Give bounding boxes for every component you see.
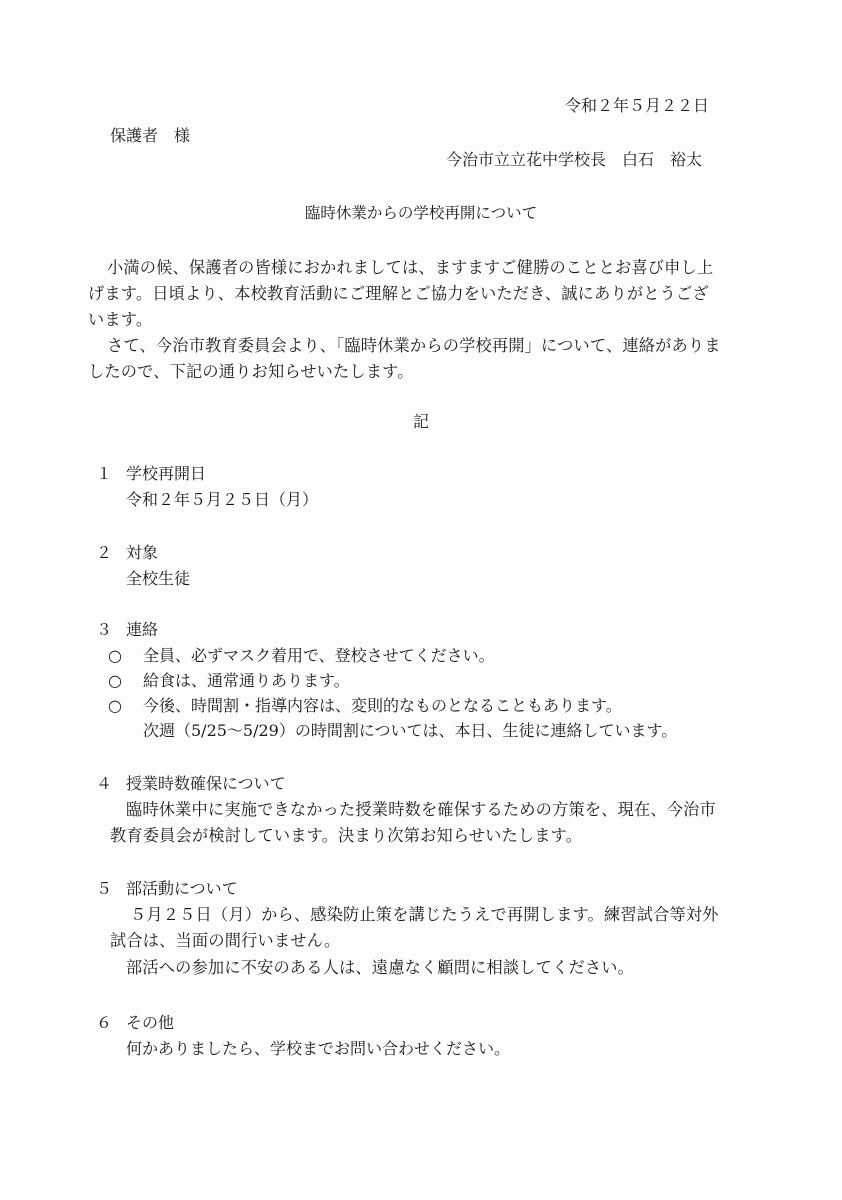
greeting-line: さて、今治市教育委員会より、「臨時休業からの学校再開」について、連絡がありま [107, 336, 721, 355]
section-number: ３ [96, 620, 113, 639]
greeting-line: います。 [88, 310, 153, 329]
section-number: １ [96, 464, 113, 483]
section-heading: 学校再開日 [126, 464, 207, 483]
section-heading: 連絡 [126, 620, 159, 639]
ki-marker: 記 [412, 412, 429, 431]
greeting-line: 小満の候、保護者の皆様におかれましては、ますますご健勝のこととお喜び申し上 [107, 258, 714, 277]
greeting-line: したので、下記の通りお知らせいたします。 [88, 362, 414, 381]
greeting-line: げます。日頃より、本校教育活動にご理解とご協力をいただき、誠にありがとうござ [88, 284, 709, 303]
bullet-mark: ○ [108, 646, 122, 665]
bullet-item: 今後、時間割・指導内容は、変則的なものとなることもあります。 [143, 696, 622, 715]
document-title: 臨時休業からの学校再開について [304, 204, 538, 222]
section-number: ４ [96, 774, 113, 793]
bullet-mark: ○ [108, 696, 122, 715]
section-heading: 対象 [126, 543, 159, 562]
bullet-mark: ○ [108, 671, 122, 690]
section-line: 部活への参加に不安のある人は、遠慮なく顧問に相談してください。 [126, 958, 635, 977]
section-line: 臨時休業中に実施できなかった授業時数を確保するための方策を、現在、今治市 [126, 800, 716, 819]
section-line: 試合は、当面の間行いません。 [110, 931, 341, 950]
document-date: 令和２年５月２２日 [565, 96, 710, 115]
section-line: 令和２年５月２５日（月） [126, 490, 319, 509]
section-line: ５月２５日（月）から、感染防止策を講じたうえで再開します。練習試合等対外 [130, 905, 719, 924]
section-line: 全校生徒 [126, 569, 191, 588]
section-number: ５ [96, 879, 113, 898]
section-heading: 部活動について [126, 879, 238, 898]
section-number: ６ [96, 1013, 113, 1032]
section-heading: 授業時数確保について [126, 774, 286, 793]
bullet-item: 給食は、通常通りあります。 [143, 671, 350, 690]
addressee: 保護者 様 [110, 126, 191, 145]
section-line: 教育委員会が検討しています。決まり次第お知らせいたします。 [110, 826, 583, 845]
section-heading: その他 [126, 1013, 175, 1032]
bullet-continuation: 次週（5/25〜5/29）の時間割については、本日、生徒に連絡しています。 [143, 721, 678, 740]
bullet-item: 全員、必ずマスク着用で、登校させてください。 [143, 646, 495, 665]
section-line: 何かありましたら、学校までお問い合わせください。 [126, 1039, 511, 1058]
section-number: ２ [96, 543, 113, 562]
sender: 今治市立立花中学校長 白石 裕太 [446, 150, 703, 169]
